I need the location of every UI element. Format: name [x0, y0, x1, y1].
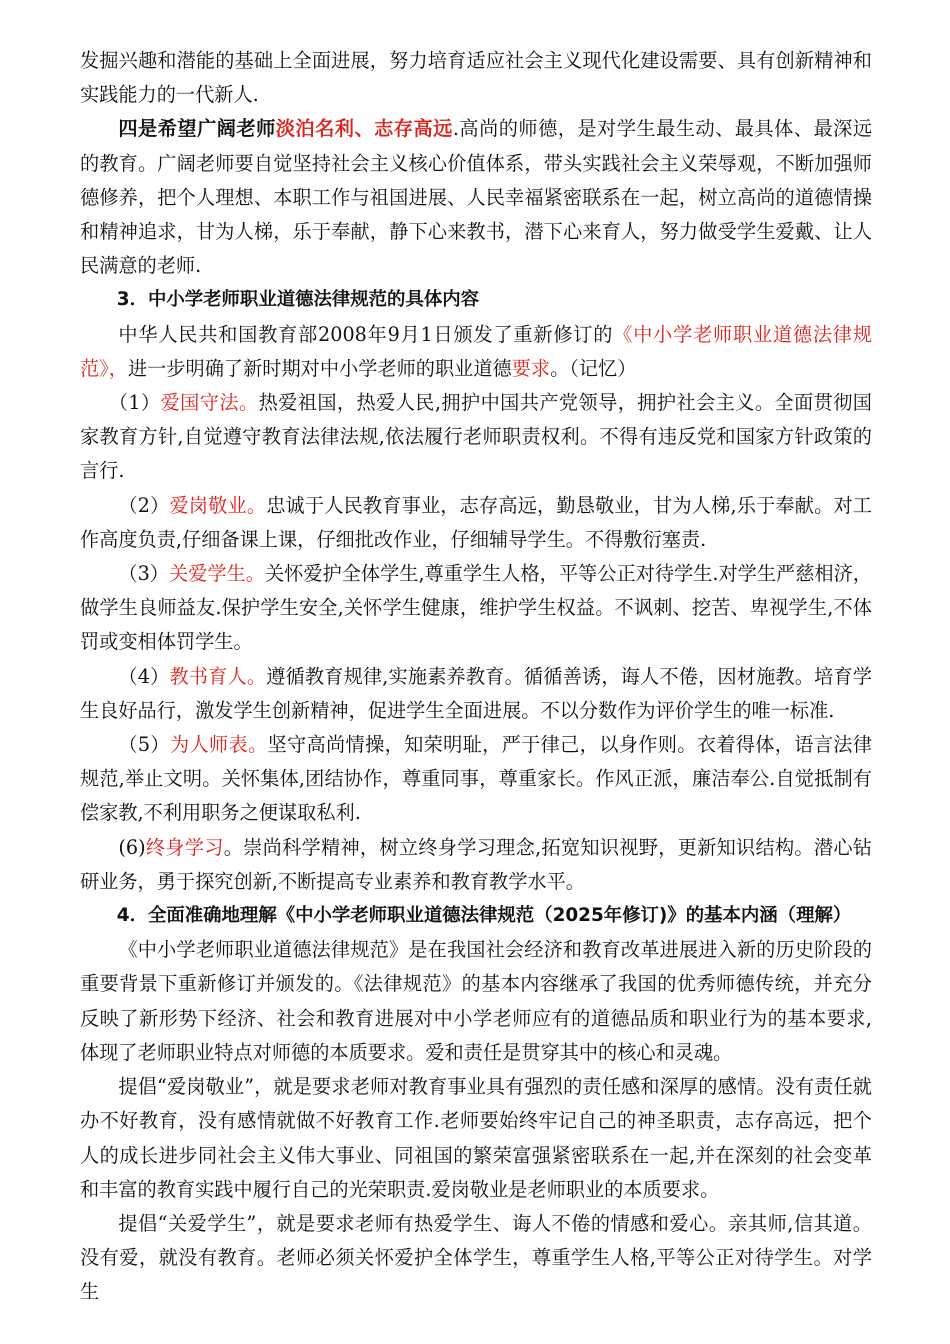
- list-item-keyword: 为人师表。: [169, 733, 268, 757]
- paragraph-care-students: 提倡“关爱学生”，就是要求老师有热爱学生、诲人不倦的情感和爱心。亲其师,信其道。没有爱，就没有教育。老师必须关怀爱护全体学生，尊重学生人格,平等公正对待学生。对学生: [80, 1211, 872, 1304]
- list-item-number: （4）: [118, 664, 170, 688]
- paragraph-connotation: 《中小学老师职业道德法律规范》是在我国社会经济和教育改革进展进入新的历史阶段的重要背景下重新修订并颁发的。《法律规范》的基本内容继承了我国的优秀师德传统，并充分反映了新形势下经济、社会和教育进展对中小学老师应有的道德品质和职业行为的基本要求,体现了老师职业特点对师德的本质要求。爱和责任是贯穿其中的核心和灵魂。: [80, 938, 872, 1064]
- list-item-text: 。崇尚科学精神，树立终身学习理念,拓宽知识视野，更新知识结构。潜心钻研业务，勇于探究创新,不断提高专业素养和教育教学水平。: [80, 835, 872, 893]
- list-item-text: 热爱祖国，热爱人民,拥护中国共产党领导，拥护社会主义。全面贯彻国家教育方针,自觉遵守教育法律法规,依法履行老师职责权利。不得有违反党和国家方针政策的言行.: [80, 391, 872, 483]
- regulation-title-highlight: 《中小学老师职业道德法律规范》，: [80, 322, 872, 380]
- requirement-highlight: 要求: [511, 356, 551, 380]
- regulation-intro-text: 中华人民共和国教育部2008年9月1日颁发了重新修订的: [118, 322, 614, 346]
- point-four-text: .高尚的师德，是对学生最生动、最具体、最深远的教育。广阔老师要自觉坚持社会主义核心价值体系，带头实践社会主义荣辱观，不断加强师德修养，把个人理想、本职工作与祖国进展、人民幸福紧密联系在一起，树立高尚的道德情操和精神追求，甘为人梯，乐于奉献，静下心来教书，潜下心来育人，努力做受学生爱戴、让人民满意的老师.: [80, 117, 873, 278]
- list-item-text: 坚守高尚情操，知荣明耻，严于律己，以身作则。衣着得体，语言法律规范,举止文明。关怀集体,团结协作，尊重同事，尊重家长。作风正派，廉洁奉公.自觉抵制有偿家教,不利用职务之便谋取私利.: [80, 733, 873, 825]
- paragraph-point-four: [80, 112, 872, 283]
- section-heading-4: 4．全面准确地理解《中小学老师职业道德法律规范（2025年修订)》的基本内涵（理解）: [116, 905, 852, 927]
- list-item-number: （2）: [118, 493, 170, 517]
- paragraph-intro-continuation: [80, 44, 872, 112]
- list-item-5: [80, 728, 872, 831]
- list-item-text: 忠诚于人民教育事业，志存高远，勤恳敬业，甘为人梯,乐于奉献。对工作高度负责,仔细备课上课，仔细批改作业，仔细辅导学生。不得敷衍塞责.: [80, 493, 872, 551]
- paragraph-regulation-intro: [80, 318, 872, 386]
- list-item-6: [80, 831, 872, 899]
- list-item-number: （1）: [108, 391, 161, 415]
- regulation-intro-text-2: 进一步明确了新时期对中小学老师的职业道德: [127, 356, 512, 380]
- list-item-4: [80, 660, 872, 728]
- list-item-text: 关怀爱护全体学生,尊重学生人格，平等公正对待学生.对学生严慈相济，做学生良师益友.保护学生安全,关怀学生健康，维护学生权益。不讽刺、挖苦、卑视学生,不体罚或变相体罚学生。: [80, 562, 872, 654]
- point-four-highlight: 淡泊名利、志存高远: [275, 117, 453, 141]
- paragraph-text: 发掘兴趣和潜能的基础上全面进展，努力培育适应社会主义现代化建设需要、具有创新精神和实践能力的一代新人.: [80, 49, 872, 107]
- list-item-keyword: 爱国守法。: [160, 391, 259, 415]
- list-item-keyword: 爱岗敬业。: [169, 493, 267, 517]
- regulation-intro-text-3: 。（记忆）: [550, 356, 637, 380]
- list-item-number: （5）: [118, 733, 170, 757]
- list-item-2: [80, 489, 872, 557]
- list-item-keyword: 终身学习: [145, 835, 224, 859]
- list-item-1: [80, 386, 872, 489]
- list-item-keyword: 关爱学生。: [168, 562, 265, 586]
- point-four-lead: 四是希望广阔老师: [118, 117, 276, 141]
- list-item-keyword: 教书育人。: [169, 664, 267, 688]
- list-item-3: [80, 557, 872, 660]
- list-item-number: （3）: [118, 562, 169, 586]
- list-item-number: (6): [118, 835, 146, 859]
- paragraph-love-job: 提倡“爱岗敬业”，就是要求老师对教育事业具有强烈的责任感和深厚的感情。没有责任就办不好教育，没有感情就做不好教育工作.老师要始终牢记自己的神圣职责，志存高远，把个人的成长进步同社会主义伟大事业、同祖国的繁荣富强紧密联系在一起,并在深刻的社会变革和丰富的教育实践中履行自己的光荣职责.爱岗敬业是老师职业的本质要求。: [80, 1075, 872, 1201]
- section-heading-3: 3．中小学老师职业道德法律规范的具体内容: [116, 289, 480, 311]
- list-item-text: 遵循教育规律,实施素养教育。循循善诱，诲人不倦，因材施教。培育学生良好品行，激发学生创新精神，促进学生全面进展。不以分数作为评价学生的唯一标准.: [80, 664, 872, 722]
